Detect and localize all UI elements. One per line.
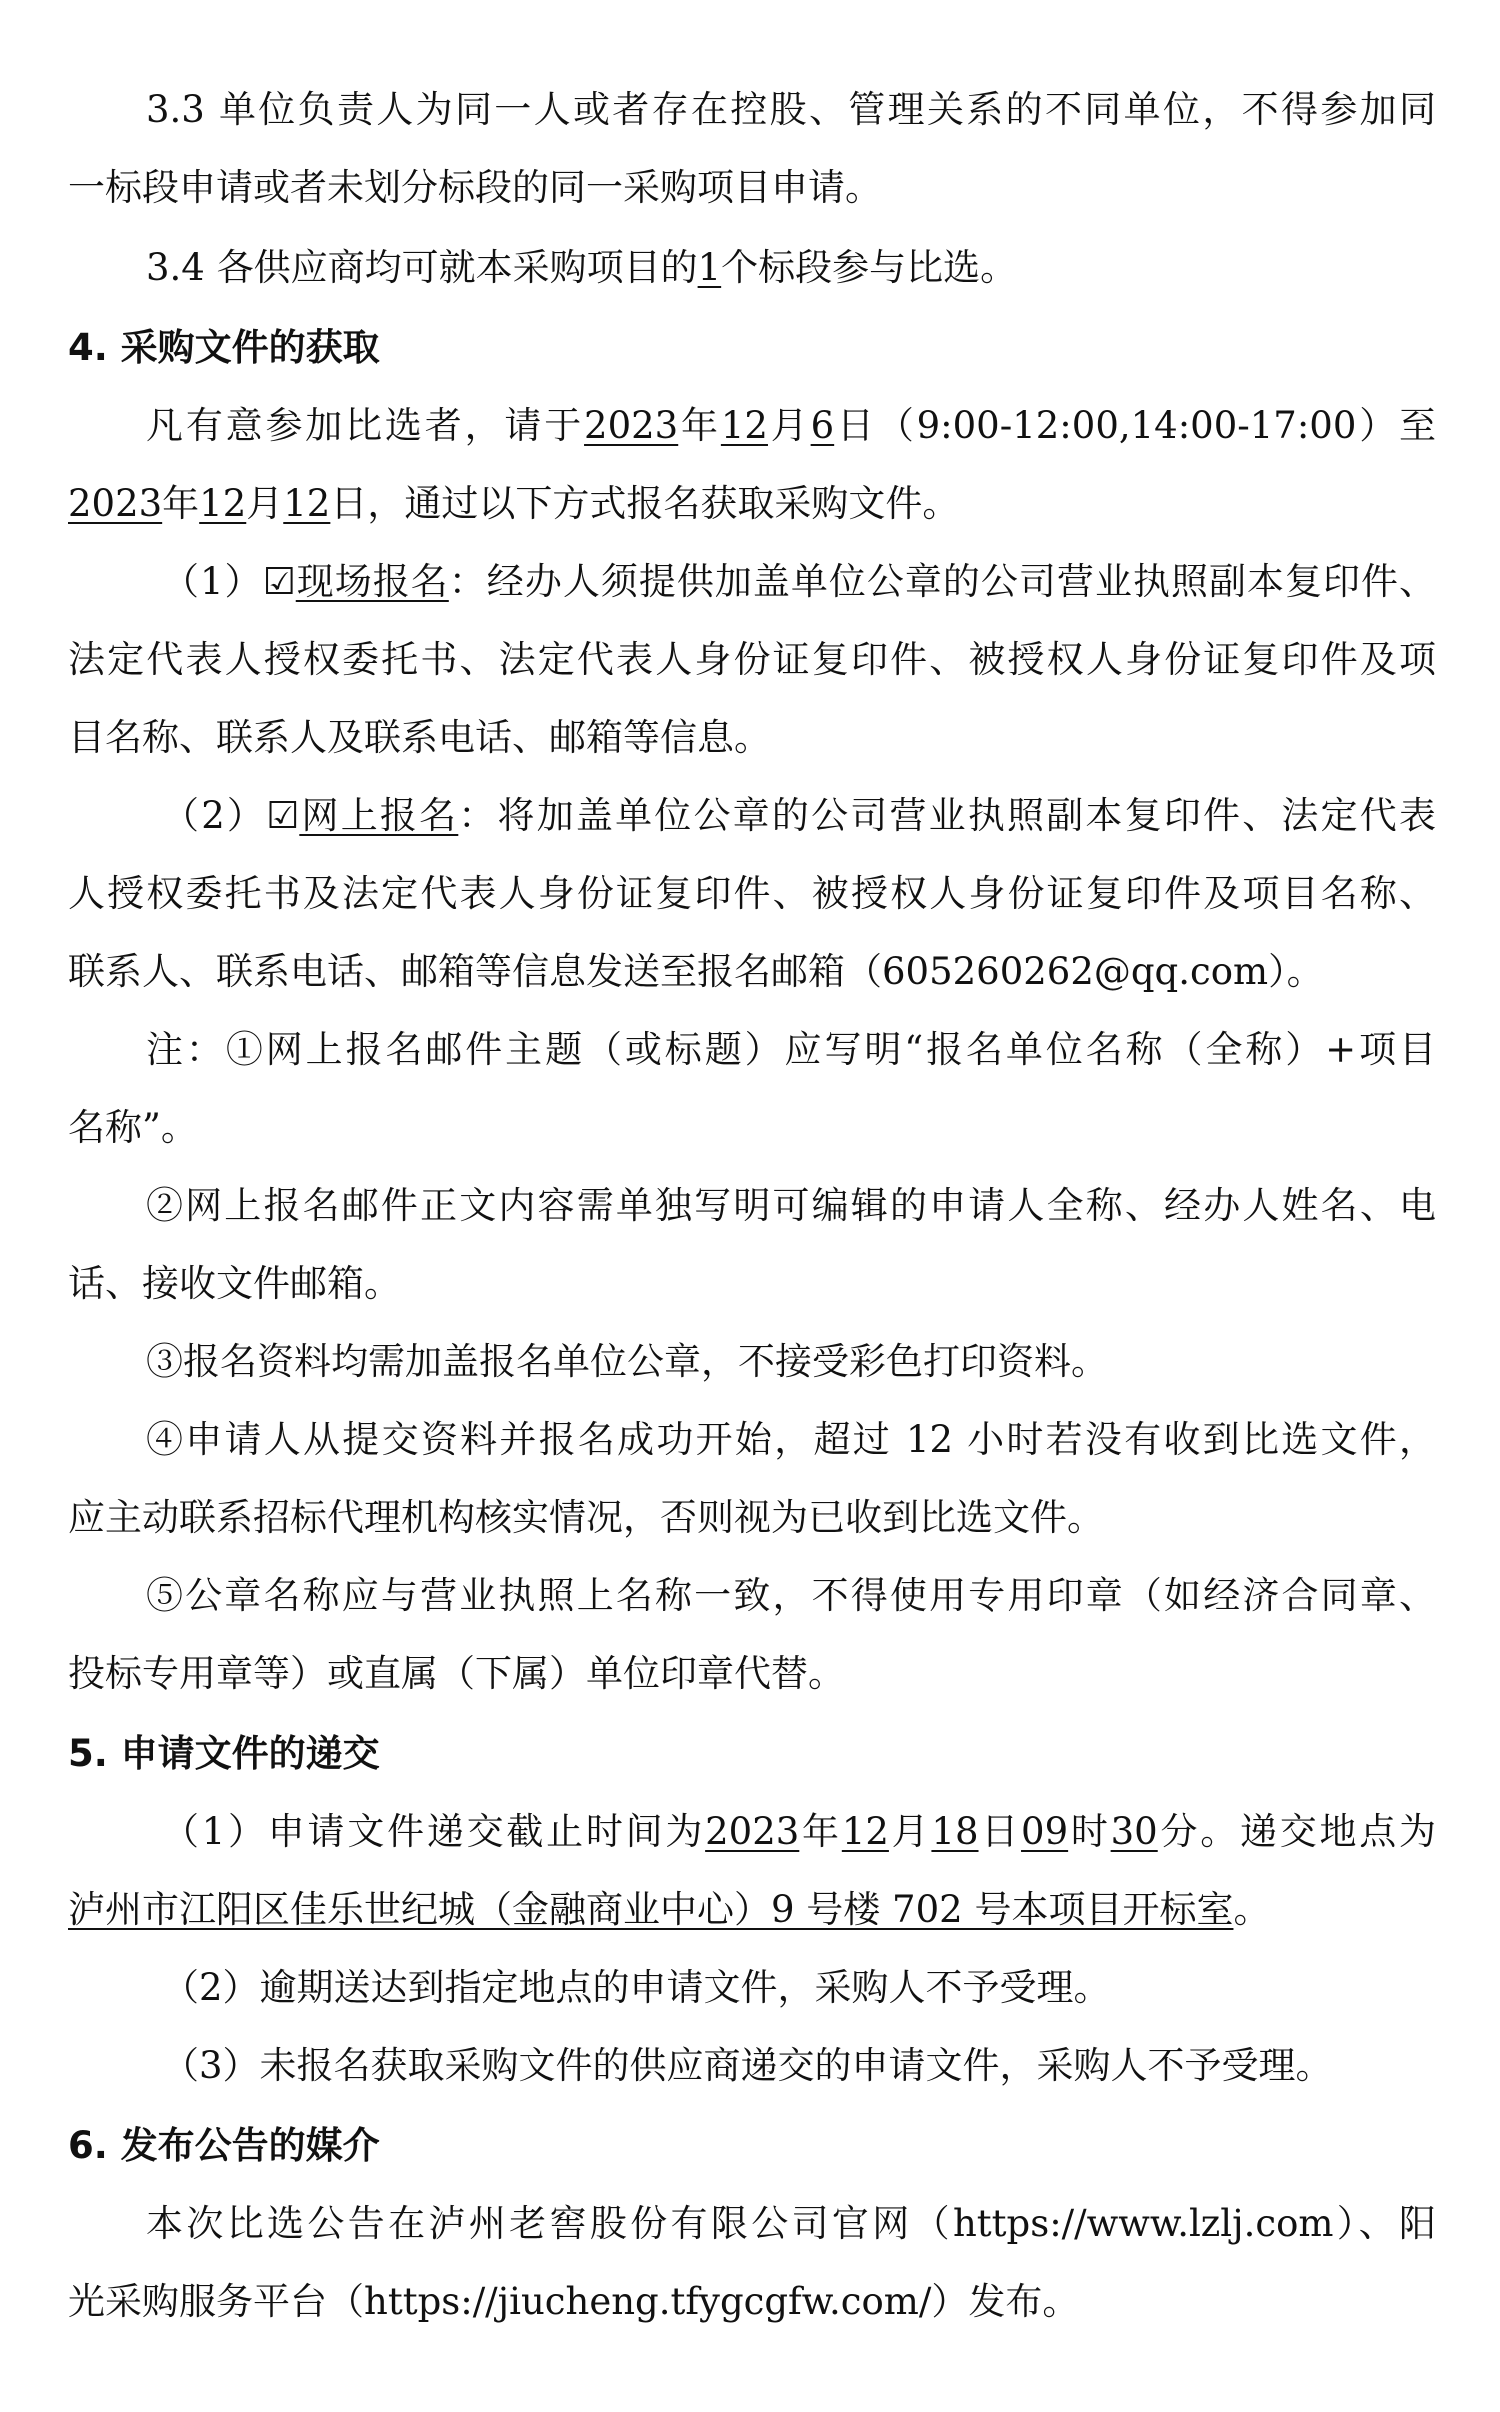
note-5-line-2: 投标专用章等）或直属（下属）单位印章代替。 (68, 1652, 845, 1695)
clause-3-4-text: 3.4 各供应商均可就本采购项目的 (146, 246, 698, 289)
end-month: 12 (199, 482, 247, 525)
note-3: ③报名资料均需加盖报名单位公章，不接受彩色打印资料。 (146, 1340, 1108, 1383)
year-unit: 年 (799, 1810, 842, 1853)
month-unit: 月 (246, 482, 284, 525)
onsite-registration-label: 现场报名 (295, 560, 449, 603)
note-5-line-1: ⑤公章名称应与营业执照上名称一致，不得使用专用印章（如经济合同章、 (146, 1574, 1436, 1617)
onsite-registration-line-3: 目名称、联系人及联系电话、邮箱等信息。 (68, 716, 771, 759)
section-4-heading: 4. 采购文件的获取 (68, 326, 380, 369)
checked-checkbox-icon: ☑ (262, 560, 296, 603)
note-1-line-1: 注：①网上报名邮件主题（或标题）应写明“报名单位名称（全称）+项目 (146, 1028, 1436, 1071)
start-year: 2023 (584, 404, 679, 447)
note-4-line-2: 应主动联系招标代理机构核实情况，否则视为已收到比选文件。 (68, 1496, 1104, 1539)
year-unit: 年 (678, 404, 721, 447)
note-1-line-2: 名称”。 (68, 1106, 198, 1149)
late-submission-clause: （2）逾期送达到指定地点的申请文件，采购人不予受理。 (162, 1966, 1111, 2009)
deadline-tail: 分。递交地点为 (1157, 1810, 1436, 1853)
deadline-intro: （1）申请文件递交截止时间为 (162, 1810, 706, 1853)
item-number: （2） (162, 794, 267, 837)
note-2-line-2: 话、接收文件邮箱。 (68, 1262, 401, 1305)
hour-unit: 时 (1068, 1810, 1111, 1853)
day-unit: 日 (978, 1810, 1022, 1853)
month-unit: 月 (767, 404, 811, 447)
registration-intro: 凡有意参加比选者，请于 (146, 404, 585, 447)
note-2-line-1: ②网上报名邮件正文内容需单独写明可编辑的申请人全称、经办人姓名、电 (146, 1184, 1436, 1227)
month-unit: 月 (888, 1810, 932, 1853)
deadline-year: 2023 (705, 1810, 800, 1853)
deadline-hour: 09 (1021, 1810, 1069, 1853)
onsite-registration-line-2: 法定代表人授权委托书、法定代表人身份证复印件、被授权人身份证复印件及项 (68, 638, 1436, 681)
end-day: 12 (283, 482, 331, 525)
deadline-line-1 (162, 1804, 1436, 1860)
registration-period-line-2 (68, 476, 1436, 532)
unregistered-supplier-clause: （3）未报名获取采购文件的供应商递交的申请文件，采购人不予受理。 (162, 2044, 1333, 2087)
publication-media-line-1: 本次比选公告在泸州老窖股份有限公司官网（https://www.lzlj.com）、阳 (146, 2202, 1436, 2245)
year-unit: 年 (162, 482, 200, 525)
deadline-minute: 30 (1110, 1810, 1158, 1853)
section-6-heading: 6. 发布公告的媒介 (68, 2124, 380, 2167)
end-year: 2023 (68, 482, 163, 525)
note-4-line-1: ④申请人从提交资料并报名成功开始，超过 12 小时若没有收到比选文件， (146, 1418, 1436, 1461)
clause-3-4-rest: 个标段参与比选。 (721, 246, 1018, 289)
deadline-month: 12 (841, 1810, 889, 1853)
onsite-registration-text: ：经办人须提供加盖单位公章的公司营业执照副本复印件、 (448, 560, 1436, 603)
online-registration-line-1 (162, 788, 1436, 844)
section-5-heading: 5. 申请文件的递交 (68, 1732, 380, 1775)
submission-place: 泸州市江阳区佳乐世纪城（金融商业中心）9 号楼 702 号本项目开标室 (68, 1888, 1234, 1931)
online-registration-text: ：将加盖单位公章的公司营业执照副本复印件、法定代表 (458, 794, 1436, 837)
online-registration-label: 网上报名 (299, 794, 459, 837)
online-registration-line-2: 人授权委托书及法定代表人身份证复印件、被授权人身份证复印件及项目名称、 (68, 872, 1436, 915)
deadline-line-2 (68, 1882, 1436, 1938)
registration-period-line-1 (146, 398, 1436, 454)
start-month: 12 (720, 404, 768, 447)
online-registration-line-3: 联系人、联系电话、邮箱等信息发送至报名邮箱（605260262@qq.com）。 (68, 950, 1324, 993)
start-day-hours: 日（9:00-12:00,14:00-17:00）至 (834, 404, 1436, 447)
start-day: 6 (810, 404, 835, 447)
onsite-registration-line-1 (162, 554, 1436, 610)
clause-3-3-line-1: 3.3 单位负责人为同一人或者存在控股、管理关系的不同单位，不得参加同 (146, 88, 1436, 131)
checked-checkbox-icon: ☑ (266, 794, 300, 837)
sentence-end: 。 (1233, 1888, 1271, 1931)
publication-media-line-2: 光采购服务平台（https://jiucheng.tfygcgfw.com/）发布。 (68, 2280, 1080, 2323)
item-number: （1） (162, 560, 263, 603)
clause-3-3-line-2: 一标段申请或者未划分标段的同一采购项目申请。 (68, 166, 882, 209)
clause-3-4 (146, 240, 1436, 296)
end-day-text: 日，通过以下方式报名获取采购文件。 (330, 482, 960, 525)
deadline-day: 18 (931, 1810, 979, 1853)
lot-count: 1 (697, 246, 722, 289)
